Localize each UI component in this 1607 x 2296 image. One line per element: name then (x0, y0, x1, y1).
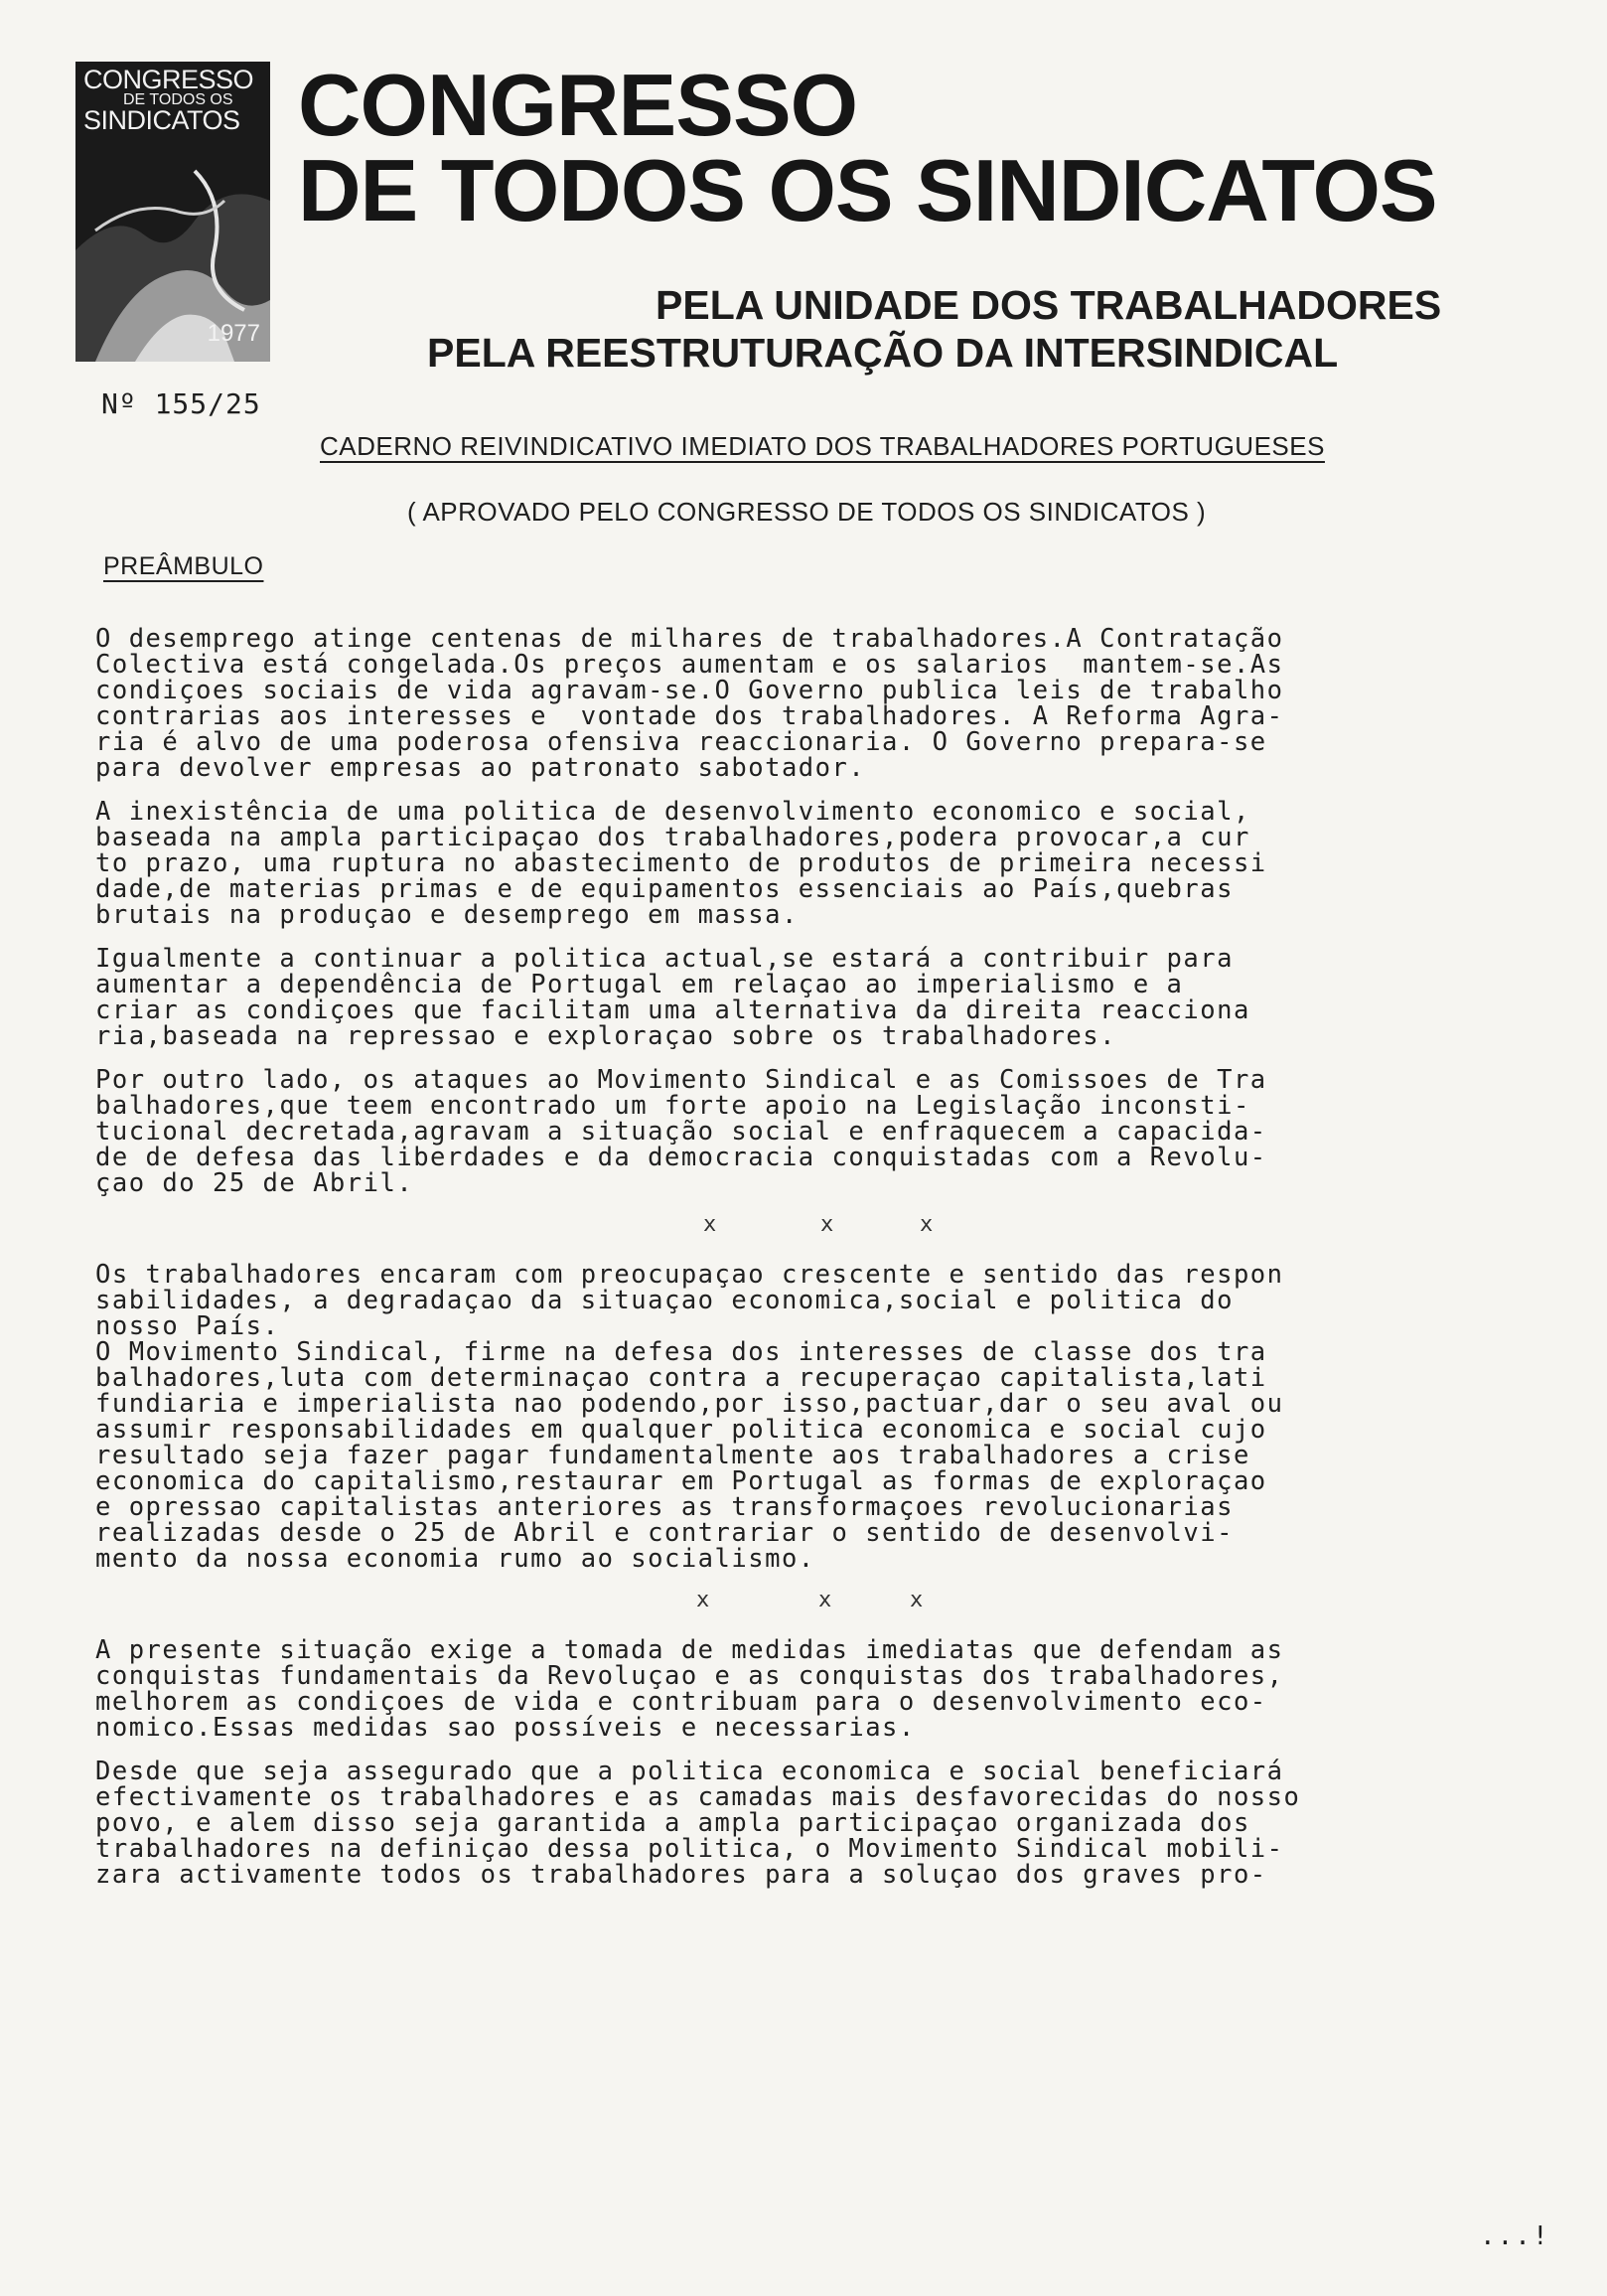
masthead-title-line-1: CONGRESSO (298, 56, 858, 154)
approval-note: ( APROVADO PELO CONGRESSO DE TODOS OS SINDICATOS ) (407, 497, 1207, 527)
logo-line-3: SINDICATOS (83, 105, 240, 135)
paragraph: Por outro lado, os ataques ao Movimento Sindical e as Comissoes de Tra balhadores,que teem encontrado um forte apoio na Legislação inconsti- tucional decretada,agravam a situação social e enfraquecem a capacida- de de defesa das liberdades e da democracia conquistadas com a Revolu- çao do 25 de Abril. (95, 1065, 1267, 1198)
logo-wordmark (83, 65, 262, 135)
section-heading: PREÂMBULO (103, 552, 264, 580)
logo-line-1: CONGRESSO (83, 65, 254, 94)
paragraph: Desde que seja assegurado que a politica economica e social beneficiará efectivamente os trabalhadores e as camadas mais desfavorecidas do nosso povo, e alem disso seja garantida a ampla participaçao organizada dos trabalhadores na definiçao dessa politica, o Movimento Sindical mobili- zara activamente todos os trabalhadores para a soluçao dos graves pro- (95, 1757, 1301, 1890)
section-separator (95, 1584, 1486, 1623)
continuation-mark: ...! (1480, 2221, 1550, 2251)
masthead-slogan-1: PELA UNIDADE DOS TRABALHADORES (656, 282, 1442, 328)
paragraph: O desemprego atinge centenas de milhares de trabalhadores.A Contratação Colectiva está congelada.Os preços aumentam e os salarios mantem-se.As condiçoes sociais de vida agravam-se.O Governo publica leis de trabalho contrarias aos interesses e vontade dos trabalhadores. A Reforma Agra- ria é alvo de uma poderosa ofensiva reaccionaria. O Governo prepara-se para devolver empresas ao patronato sabotador. (95, 624, 1284, 783)
masthead-title-line-2: DE TODOS OS SINDICATOS (298, 141, 1437, 239)
logo-line-2: DE TODOS OS (123, 91, 233, 108)
separator-mark: x (920, 1212, 935, 1237)
separator-mark: x (818, 1588, 833, 1612)
paragraph: Igualmente a continuar a politica actual,se estará a contribuir para aumentar a dependência de Portugal em relaçao ao imperialismo e a criar as condiçoes que facilitam uma alternativa da direita reacciona ria,baseada na repressao e exploraçao sobre os trabalhadores. (95, 944, 1250, 1051)
section-separator (95, 1208, 1486, 1248)
congress-logo (75, 62, 270, 362)
paragraph: A inexistência de uma politica de desenvolvimento economico e social, baseada na ampla participaçao dos trabalhadores,podera provocar,a cur to prazo, uma ruptura no abastecimento de produtos de primeira necessi dade,de materias primas e de equipamentos essenciais ao País,quebras brutais na produçao e desemprego em massa. (95, 797, 1267, 930)
separator-mark: x (910, 1588, 925, 1612)
separator-mark: x (703, 1212, 718, 1237)
separator-mark: x (820, 1212, 835, 1237)
masthead-slogan-2: PELA REESTRUTURAÇÃO DA INTERSINDICAL (427, 330, 1339, 376)
logo-year: 1977 (207, 320, 260, 347)
document-number: Nº 155/25 (101, 387, 261, 420)
document-subtitle: CADERNO REIVINDICATIVO IMEDIATO DOS TRABALHADORES PORTUGUESES (320, 431, 1325, 461)
body-text (95, 626, 1486, 1906)
paragraph: Os trabalhadores encaram com preocupaçao crescente e sentido das respon sabilidades, a degradaçao da situaçao economica,social e politica do nosso País. O Movimento Sindical, firme na defesa dos interesses de classe dos tra balhadores,luta com determinaçao contra a recuperaçao capitalista,lati fundiaria e imperialista nao podendo,por isso,pactuar,dar o seu aval ou assumir responsabilidades em qualquer politica economica e social cujo resultado seja fazer pagar fundamentalmente aos trabalhadores a crise economica do capitalismo,restaurar em Portugal as formas de exploraçao e opressao capitalistas anteriores as transformaçoes revolucionarias realizadas desde o 25 de Abril e contrariar o sentido de desenvolvi- mento da nossa economia rumo ao socialismo. (95, 1260, 1284, 1574)
separator-mark: x (696, 1588, 711, 1612)
paragraph: A presente situação exige a tomada de medidas imediatas que defendam as conquistas fundamentais da Revoluçao e as conquistas dos trabalhadores, melhorem as condiçoes de vida e contribuam para o desenvolvimento eco- nomico.Essas medidas sao possíveis e necessarias. (95, 1635, 1284, 1743)
masthead (298, 56, 1549, 376)
